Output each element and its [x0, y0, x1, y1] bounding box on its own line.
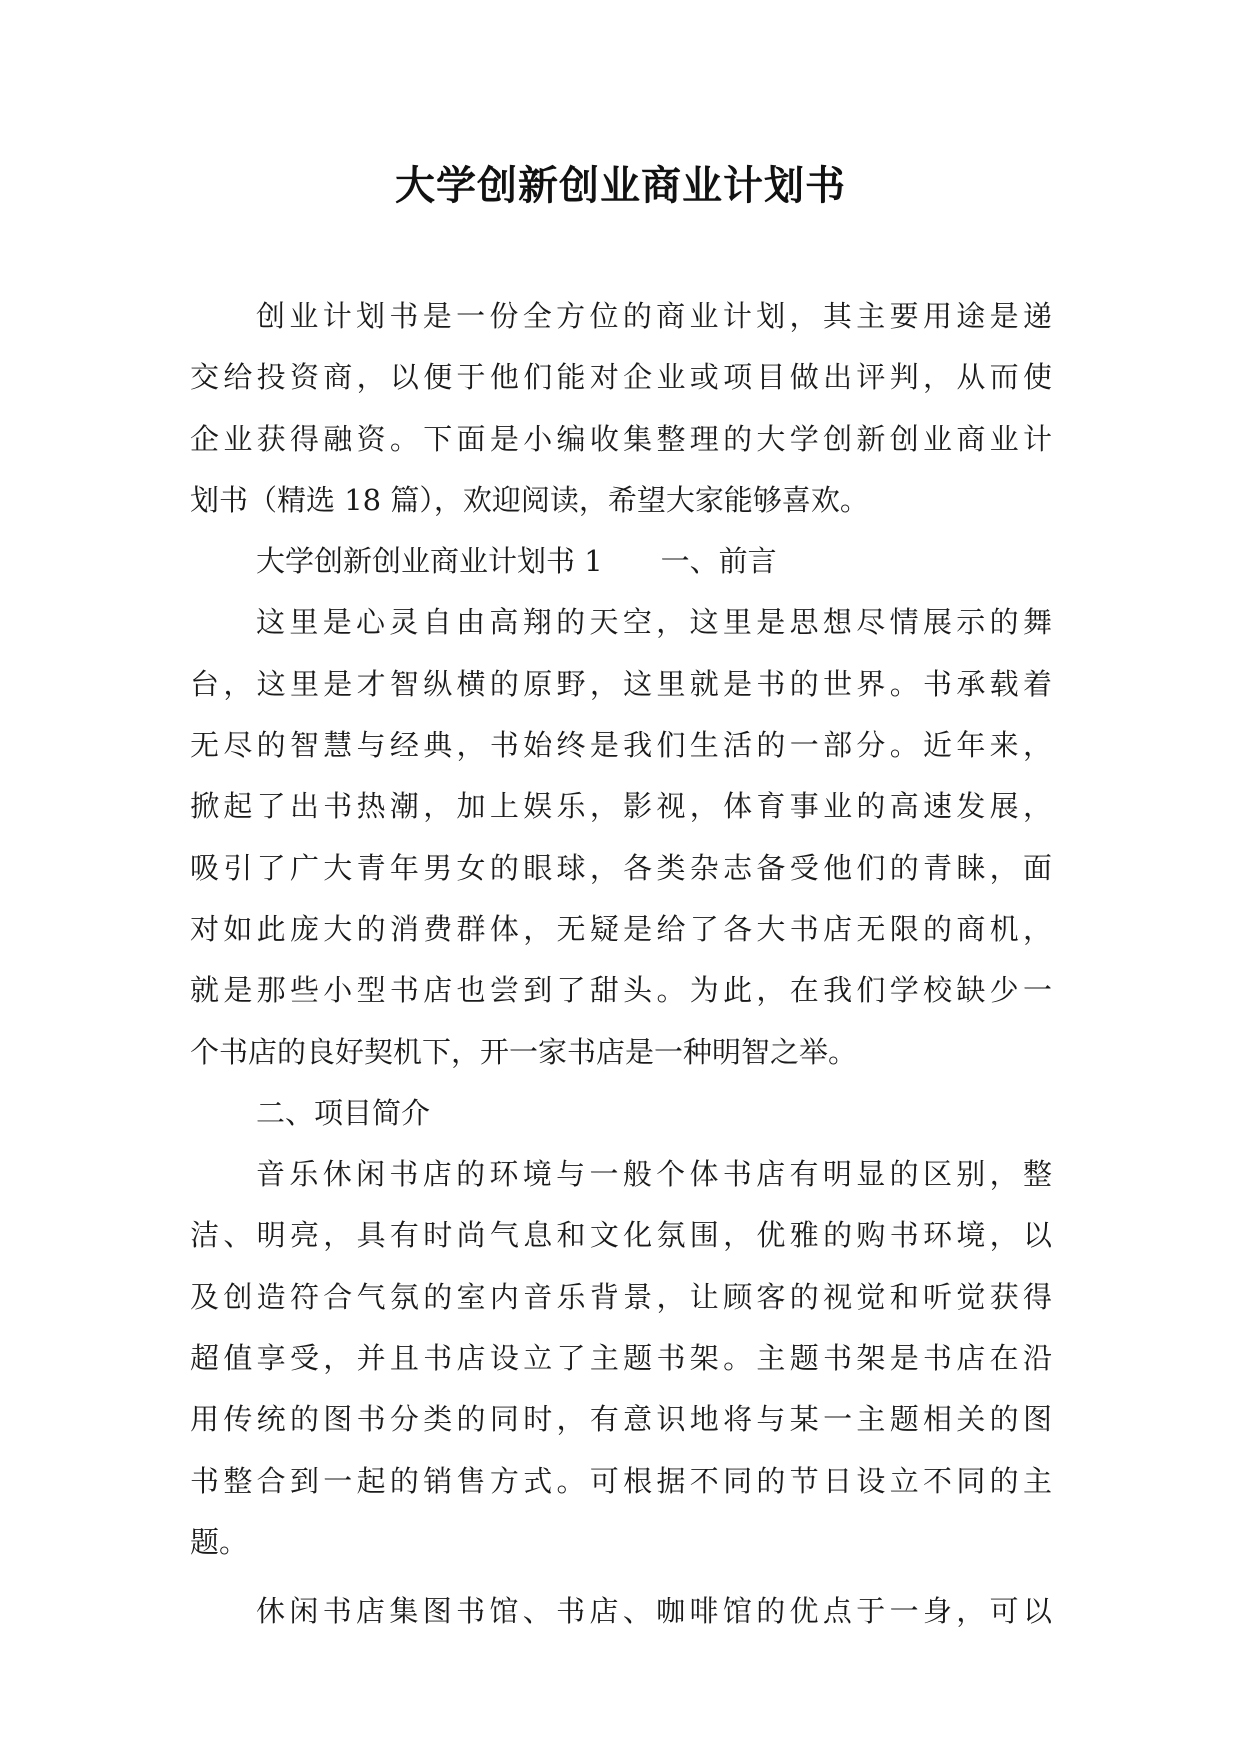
text-line: 对如此庞大的消费群体，无疑是给了各大书店无限的商机，	[190, 911, 1052, 946]
document-title: 大学创新创业商业计划书	[395, 163, 846, 209]
section-heading: 大学创新创业商业计划书 1 一、前言	[256, 544, 777, 579]
text-line: 就是那些小型书店也尝到了甜头。为此，在我们学校缺少一	[190, 973, 1052, 1008]
text-line: 创业计划书是一份全方位的商业计划，其主要用途是递	[256, 299, 1052, 333]
text-line: 超值享受，并且书店设立了主题书架。主题书架是书店在沿	[190, 1341, 1052, 1376]
section-heading: 二、项目简介	[256, 1095, 431, 1130]
text-line: 无尽的智慧与经典，书始终是我们生活的一部分。近年来，	[190, 728, 1052, 763]
text-line: 划书（精选 18 篇），欢迎阅读，希望大家能够喜欢。	[190, 482, 869, 517]
document-body	[190, 286, 1052, 1643]
text-line: 掀起了出书热潮，加上娱乐，影视，体育事业的高速发展，	[190, 789, 1052, 824]
text-line: 音乐休闲书店的环境与一般个体书店有明显的区别，整	[256, 1157, 1052, 1192]
text-line: 个书店的良好契机下，开一家书店是一种明智之举。	[190, 1034, 858, 1069]
text-line: 用传统的图书分类的同时，有意识地将与某一主题相关的图	[190, 1402, 1052, 1437]
text-line: 休闲书店集图书馆、书店、咖啡馆的优点于一身，可以	[256, 1594, 1052, 1629]
text-line: 台，这里是才智纵横的原野，这里就是书的世界。书承载着	[190, 666, 1052, 701]
text-line: 书整合到一起的销售方式。可根据不同的节日设立不同的主	[190, 1463, 1052, 1498]
text-line: 企业获得融资。下面是小编收集整理的大学创新创业商业计	[190, 421, 1052, 456]
paragraph-spacer	[190, 1573, 1052, 1581]
text-line: 题。	[190, 1524, 249, 1559]
text-line: 交给投资商，以便于他们能对企业或项目做出评判，从而使	[190, 360, 1052, 395]
text-line: 这里是心灵自由高翔的天空，这里是思想尽情展示的舞	[256, 605, 1052, 640]
text-line: 吸引了广大青年男女的眼球，各类杂志备受他们的青睐，面	[190, 850, 1052, 885]
text-line: 洁、明亮，具有时尚气息和文化氛围，优雅的购书环境，以	[190, 1218, 1052, 1253]
text-line: 及创造符合气氛的室内音乐背景，让顾客的视觉和听觉获得	[190, 1279, 1052, 1314]
